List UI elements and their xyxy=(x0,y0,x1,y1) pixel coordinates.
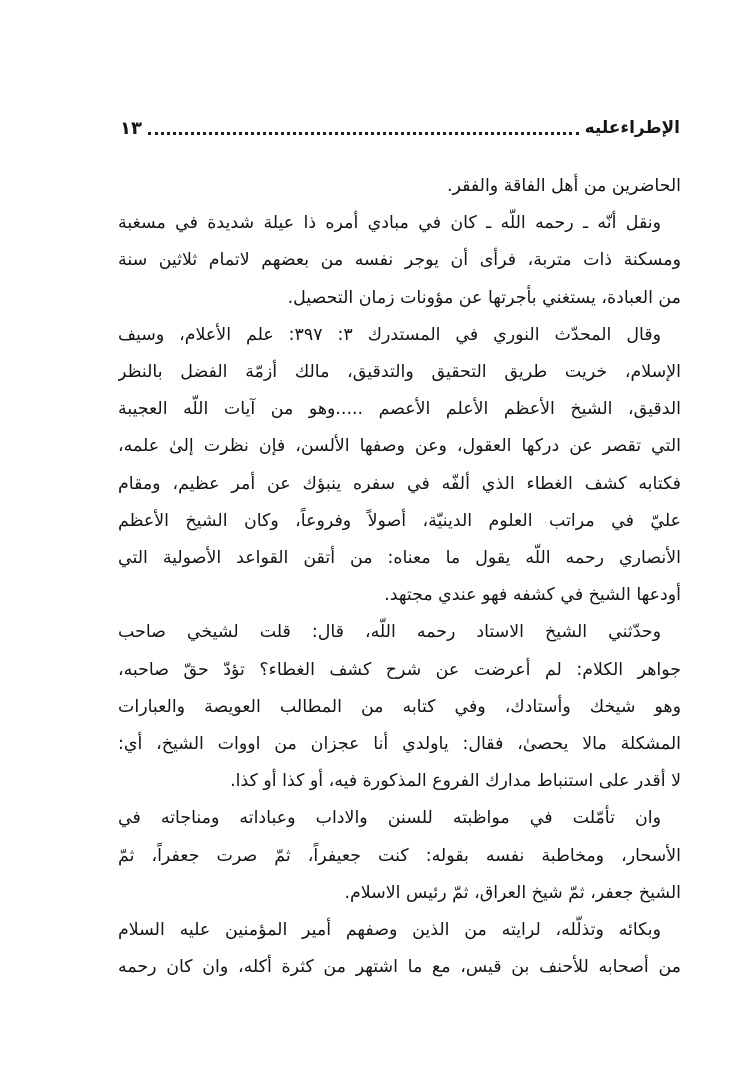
running-header xyxy=(120,112,680,144)
text-line: وبكائه وتذلّله، لرايته من الذين وصفهم أمير المؤمنين عليه السلام xyxy=(118,920,661,941)
text-line: الدقيق، الشيخ الأعظم الأعلم الأعصم .....وهو من آيات اللّه العجيبة xyxy=(118,399,681,420)
text-line: الأنصاري رحمه اللّه يقول ما معناه: من أتقن القواعد الأصولية التي xyxy=(118,548,681,569)
text-line: المشكلة مالا يحصىٰ، فقال: ياولدي أنا عجزان من اووات الشيخ، أي: xyxy=(118,734,681,755)
text-line: جواهر الكلام: لم أعرضت عن شرح كشف الغطاء؟ تؤدّ حقّ صاحبه، xyxy=(118,659,681,680)
chapter-title: الإطراءعليه xyxy=(584,118,680,138)
text-line: أودعها الشيخ في كشفه فهو عندي مجتهد. xyxy=(384,585,681,606)
text-line: الشيخ جعفر، ثمّ شيخ العراق، ثمّ رئيس الاسلام. xyxy=(344,882,681,903)
text-line: وحدّثني الشيخ الاستاد رحمه اللّه، قال: قلت لشيخي صاحب xyxy=(118,622,661,643)
page-number: ١٣ xyxy=(120,117,142,139)
text-line: الحاضرين من أهل الفاقة والفقر. xyxy=(446,176,681,196)
text-line: من العبادة، يستغني بأجرتها عن مؤونات زمان التحصيل. xyxy=(287,287,681,308)
text-line: ونقل أنّه ـ رحمه اللّه ـ كان في مبادي أمره ذا عيلة شديدة في مسغبة xyxy=(118,213,661,234)
text-line: الأسحار، ومخاطبة نفسه بقوله: كنت جعيفراً، ثمّ صرت جعفراً، ثمّ xyxy=(118,845,681,866)
text-line: الإسلام، خريت طريق التحقيق والتدقيق، مالك أزمّة الفضل بالنظر xyxy=(118,362,681,383)
text-line: التي تقصر عن دركها العقول، وعن وصفها الألسن، فإن نظرت إلىٰ علمه، xyxy=(118,436,681,457)
text-line: فكتابه كشف الغطاء الذي ألفّه في سفره ينبؤك عن أمر عظيم، ومقام xyxy=(118,473,681,494)
body-text xyxy=(118,168,681,986)
text-line: عليّ في مراتب العلوم الدينيّة، أصولاً وفروعاً، وكان الشيخ الأعظم xyxy=(118,510,681,531)
text-line: ومسكنة ذات متربة، فرأى أن يوجر نفسه من بعضهم لاتمام ثلاثين سنة xyxy=(118,250,681,271)
text-line: وان تأمّلت في مواظبته للسنن والاداب وعباداته ومناجاته في xyxy=(118,808,661,829)
dot-leader xyxy=(148,122,579,135)
text-line: لا أقدر على استنباط مدارك الفروع المذكورة فيه، أو كذا أو كذا. xyxy=(230,771,681,792)
text-line: وقال المحدّث النوري في المستدرك ٣: ٣٩٧: علم الأعلام، وسيف xyxy=(118,324,661,345)
text-line: وهو شيخك وأستادك، وفي كتابه من المطالب العويصة والعبارات xyxy=(118,696,681,717)
text-line: من أصحابه للأحنف بن قيس، مع ما اشتهر من كثرة أكله، وان كان رحمه xyxy=(118,957,681,978)
